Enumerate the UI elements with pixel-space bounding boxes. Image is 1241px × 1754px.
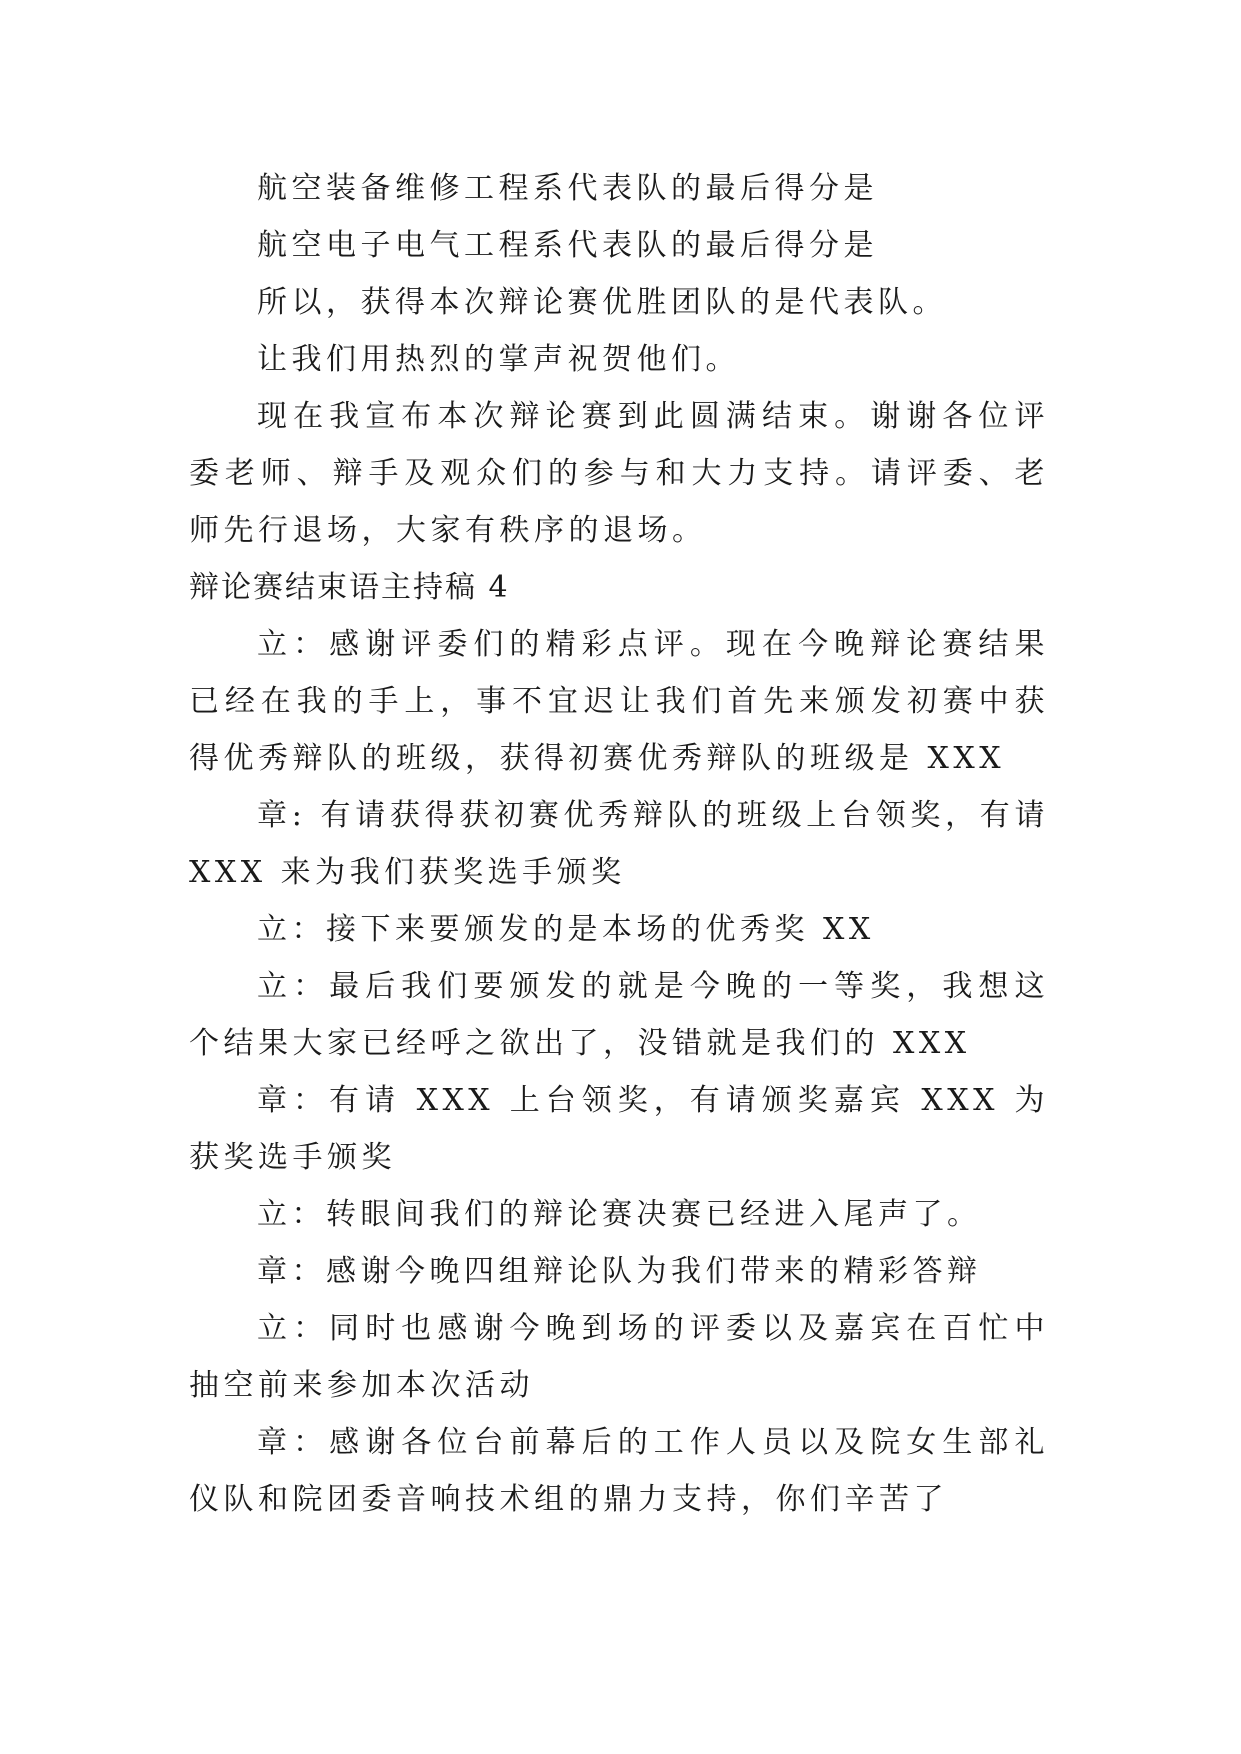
paragraph-winner-announcement: 所以，获得本次辩论赛优胜团队的是代表队。 <box>257 285 947 320</box>
paragraph-li-thanks-guests: 立：同时也感谢今晚到场的评委以及嘉宾在百忙中抽空前来参加本次活动 <box>189 1311 1049 1403</box>
paragraph-closing-declaration: 现在我宣布本次辩论赛到此圆满结束。谢谢各位评委老师、辩手及观众们的参与和大力支持。请评委、老师先行退场，大家有秩序的退场。 <box>189 399 1049 548</box>
paragraph-zhang-thanks-staff: 章：感谢各位台前幕后的工作人员以及院女生部礼仪队和院团委音响技术组的鼎力支持，你们辛苦了 <box>189 1425 1049 1517</box>
paragraph-zhang-invite-class: 章: 有请获得获初赛优秀辩队的班级上台领奖，有请 XXX 来为我们获奖选手颁奖 <box>189 798 1049 890</box>
paragraph-li-thanks-judges: 立：感谢评委们的精彩点评。现在今晚辩论赛结果已经在我的手上，事不宜迟让我们首先来颁发初赛中获得优秀辩队的班级，获得初赛优秀辩队的班级是 XXX <box>189 627 1049 776</box>
paragraph-applause: 让我们用热烈的掌声祝贺他们。 <box>257 342 740 377</box>
paragraph-score-aviation-maintenance: 航空装备维修工程系代表队的最后得分是 <box>257 171 878 206</box>
paragraph-li-first-prize: 立：最后我们要颁发的就是今晚的一等奖，我想这个结果大家已经呼之欲出了，没错就是我们的 XXX <box>189 969 1049 1061</box>
document-body <box>189 160 1049 1528</box>
paragraph-li-excellence-award: 立：接下来要颁发的是本场的优秀奖 XX <box>257 912 875 947</box>
paragraph-score-aviation-electronics: 航空电子电气工程系代表队的最后得分是 <box>257 228 878 263</box>
paragraph-zhang-invite-winner: 章：有请 XXX 上台领奖，有请颁奖嘉宾 XXX 为获奖选手颁奖 <box>189 1083 1049 1175</box>
paragraph-li-nearing-end: 立：转眼间我们的辩论赛决赛已经进入尾声了。 <box>257 1197 982 1232</box>
section-heading: 辩论赛结束语主持稿 4 <box>189 570 510 605</box>
paragraph-zhang-thanks-teams: 章：感谢今晚四组辩论队为我们带来的精彩答辩 <box>257 1254 982 1289</box>
